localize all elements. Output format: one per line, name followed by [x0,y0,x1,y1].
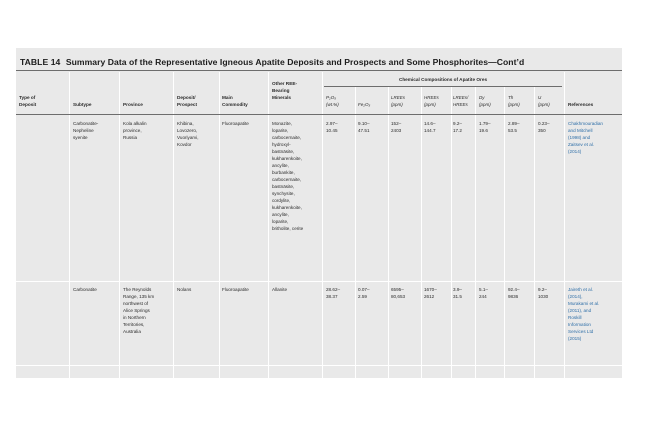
row-separator [16,365,622,366]
header-hrees [424,94,439,108]
column-separator [421,87,422,378]
row1-dy-l2: 19.6 [479,128,488,133]
row1-subtype-l3: syenite [73,135,88,140]
header-dy-line2: (ppm) [479,102,491,107]
column-separator [475,87,476,378]
row1-deposit-l4: Kovdor [177,142,192,147]
row1-hrees [424,120,436,134]
row2-th-l2: 9836 [508,294,519,299]
header-ratio-line1: LREEs/ [453,95,469,100]
row1-fe2o3 [358,120,370,134]
reference-link[interactable]: Zaitsev et al. [568,142,595,147]
row1-deposit-l2: Lovozero, [177,128,198,133]
header-lrees-hrees [453,94,468,108]
header-th-line2: (ppm) [508,102,520,107]
column-separator [69,72,70,378]
row2-ratio-l2: 31.5 [453,294,462,299]
row1-ratio-l2: 17.2 [453,128,462,133]
row1-subtype [73,120,117,141]
mineral-item: bastnäsite, [272,149,295,154]
row2-lrees-l1: 6595– [391,287,404,292]
row1-p2o5-l1: 2.97– [326,121,338,126]
row2-u [538,286,548,300]
header-type-line1: Type of [19,95,36,100]
reference-link[interactable]: (1998) and [568,135,591,140]
row2-ratio-l1: 3.9– [453,287,462,292]
mineral-item: synchysite, [272,191,295,196]
mineral-item: hydroxyl- [272,142,291,147]
row1-hrees-l2: 144.7 [424,128,436,133]
header-lrees [391,94,405,108]
row1-deposit [177,120,217,148]
header-other-line3: Minerals [272,95,292,100]
row2-province-l3: northwest of [123,301,149,306]
row1-fe2o3-l2: 47.51 [358,128,370,133]
header-type-line2: Deposit [19,102,37,107]
table-title [20,57,524,67]
header-fe2o3: Fe₂O₃ [358,102,371,107]
mineral-item: kukharenkoite, [272,205,302,210]
row1-province-l3: Russia [123,135,138,140]
row2-dy-l1: 5.1– [479,287,488,292]
row1-ratio-l1: 9.2– [453,121,462,126]
row2-subtype: Carbonatite [73,287,97,292]
column-separator [119,72,120,378]
row1-dy-l1: 1.79– [479,121,491,126]
row2-province-l5: in Northern [123,315,146,320]
row1-province-l2: province, [123,128,142,133]
row2-p2o5-l1: 28.62– [326,287,341,292]
mineral-item: bastnäsite, [272,184,295,189]
mineral-item: cordylite, [272,198,291,203]
header-other-line2: Bearing [272,88,290,93]
header-deposit-line2: Prospect [177,102,198,107]
header-province: Province [123,102,143,107]
chem-span-rule [324,86,562,87]
row1-p2o5 [326,120,338,134]
row1-province [123,120,171,141]
row2-p2o5-l2: 38.37 [326,294,338,299]
column-separator [388,87,389,378]
mineral-item: burbankite, [272,170,295,175]
row1-lrees [391,120,401,134]
row2-hrees-l2: 2612 [424,294,435,299]
row1-dy [479,120,491,134]
mineral-item: britholite, cerite [272,226,304,231]
row2-u-l2: 1030 [538,294,549,299]
reference-link[interactable]: (2014) [568,149,582,154]
row2-p2o5 [326,286,340,300]
column-separator [564,72,565,378]
row1-p2o5-l2: 10.45 [326,128,338,133]
row1-subtype-l2: Nepheline [73,128,94,133]
reference-link[interactable]: (2015) [568,336,582,341]
header-dy-line1: Dy [479,95,485,100]
header-type-of-deposit [19,94,67,108]
header-hrees-line1: HREEs [424,95,439,100]
row1-u-l1: 0.23– [538,121,550,126]
row2-province-l7: Australia [123,329,141,334]
row1-u-l2: 350 [538,128,546,133]
header-deposit-line1: Deposit/ [177,95,196,100]
header-th [508,94,520,108]
row2-province [123,286,171,335]
header-lrees-line1: LREEs [391,95,406,100]
row2-province-l4: Alice Springs [123,308,150,313]
row2-province-l2: Range, 135 km [123,294,155,299]
header-main-commodity [222,94,248,108]
row1-deposit-l1: Khibina, [177,121,194,126]
row2-th-l1: 92.4– [508,287,520,292]
row2-deposit: Nolans [177,287,192,292]
column-separator [355,87,356,378]
header-p2o5-line2: (wt.%) [326,102,339,107]
row2-u-l1: 9.2– [538,287,547,292]
header-th-line1: Th [508,95,514,100]
mineral-item: ancylite, [272,212,289,217]
mineral-item: loparite, [272,219,289,224]
mineral-item: loparite, [272,128,289,133]
row1-th-l2: 53.5 [508,128,517,133]
column-separator [173,72,174,378]
reference-link[interactable]: Information [568,322,591,327]
row1-lrees-l2: 2403 [391,128,402,133]
header-other-ree-minerals [272,80,297,101]
row1-province-l1: Kola alkalin [123,121,147,126]
reference-link[interactable]: Chakhmouradian [568,121,603,126]
header-ratio-line2: HREEs [453,102,468,107]
header-chemical-compositions: Chemical Compositions of Apatite Ores [398,77,488,82]
row2-references[interactable] [568,286,620,342]
row2-fe2o3-l2: 2.59 [358,294,367,299]
mineral-item: carbocernaite, [272,177,302,182]
row2-hrees-l1: 1670– [424,287,437,292]
row1-th-l1: 2.89– [508,121,520,126]
row2-lrees [391,286,405,300]
row2-dy [479,286,488,300]
column-separator [534,87,535,378]
header-deposit-prospect [177,94,197,108]
row1-ratio [453,120,462,134]
row2-province-l1: The Reynolds [123,287,152,292]
row2-hrees [424,286,437,300]
row1-th [508,120,520,134]
row1-subtype-l1: Carbonatite- [73,121,99,126]
row2-minerals: Allanite [272,287,288,292]
header-p2o5-line1: P₂O₅ [326,95,337,100]
reference-link[interactable]: (2011), and [568,308,592,313]
top-rule [16,70,622,71]
column-separator [504,87,505,378]
header-references: References [568,102,594,107]
header-u-line2: (ppm) [538,102,550,107]
row1-hrees-l1: 14.6– [424,121,436,126]
header-subtype: Subtype [73,102,92,107]
reference-link[interactable]: Jaireth et al. [568,287,594,292]
header-bottom-rule [16,114,622,115]
column-separator [219,72,220,378]
mineral-item: ancylite, [272,163,289,168]
row2-lrees-l2: 80,653 [391,294,406,299]
row2-province-l6: Territories, [123,322,145,327]
row2-th [508,286,520,300]
row1-minerals [272,120,322,232]
header-dy [479,94,491,108]
header-p2o5 [326,94,339,108]
table-caption: Summary Data of the Representative Igneous Apatite Deposits and Prospects and Some Phosphorites—Cont’d [65,57,525,67]
row1-references[interactable] [568,120,620,155]
column-separator [322,72,323,378]
reference-link[interactable]: Services Ltd [568,329,594,334]
header-main-line2: Commodity [222,102,248,107]
reference-link[interactable]: (2014), [568,294,583,299]
row1-fe2o3-l1: 9.10– [358,121,370,126]
header-hrees-line2: (ppm) [424,102,436,107]
mineral-item: kukharenkoite, [272,156,302,161]
mineral-item: Monazite, [272,121,292,126]
reference-link[interactable]: Roskill [568,315,582,320]
column-separator [268,72,269,378]
row2-fe2o3-l1: 0.07– [358,287,370,292]
row2-ratio [453,286,462,300]
reference-link[interactable]: Murakami et al. [568,301,600,306]
header-other-line1: Other REE- [272,81,298,86]
row1-u [538,120,550,134]
row2-fe2o3 [358,286,370,300]
mineral-item: carbocernaite, [272,135,302,140]
header-u-line1: U [538,95,542,100]
row-separator [16,281,622,282]
reference-link[interactable]: and Mitchell [568,128,593,133]
row2-dy-l2: 244 [479,294,487,299]
header-u [538,94,550,108]
header-main-line1: Main [222,95,233,100]
table-number: TABLE 14 [20,57,61,67]
header-lrees-line2: (ppm) [391,102,403,107]
row1-lrees-l1: 152– [391,121,402,126]
row1-deposit-l3: Vuoriyarvi, [177,135,199,140]
column-separator [451,87,452,378]
row2-commodity: Fluoroapatite [222,287,249,292]
row1-commodity: Fluoroapatite [222,121,249,126]
